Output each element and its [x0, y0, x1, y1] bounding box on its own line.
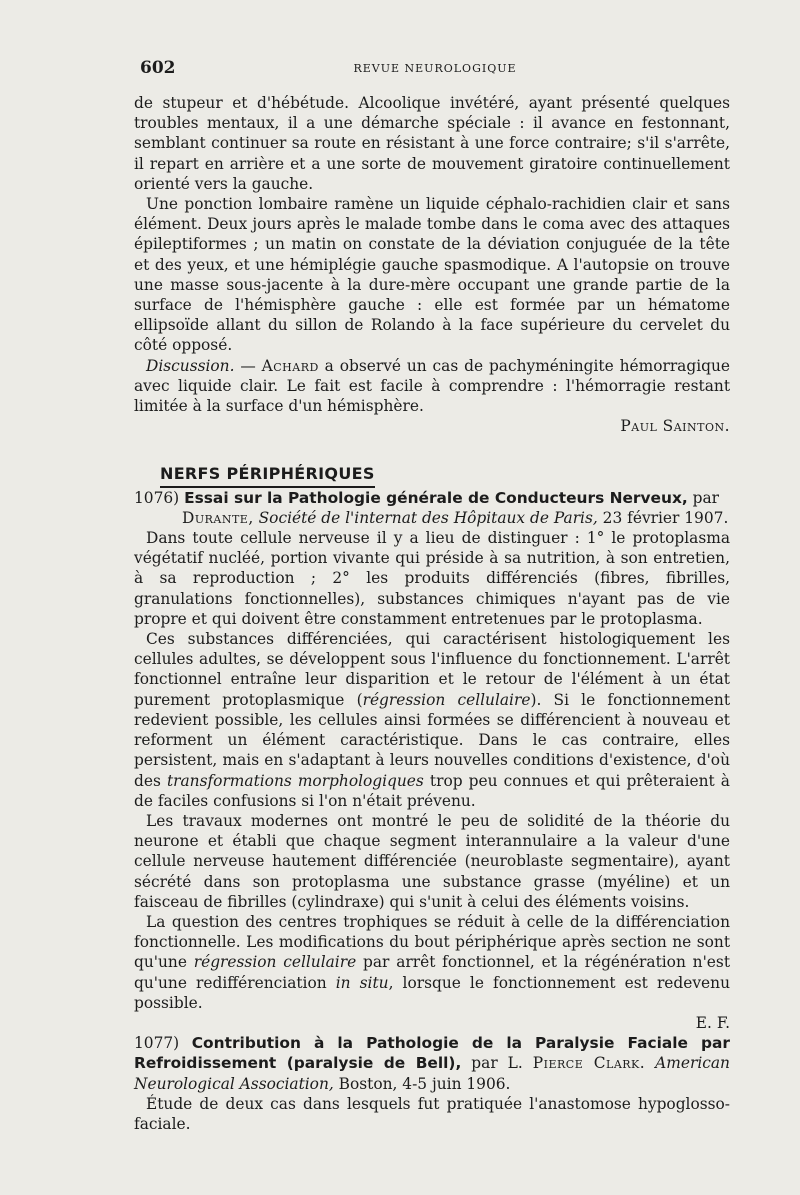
article-paragraph: Étude de deux cas dans lesquels fut pratiquée l'anastomose hypoglosso-faciale.: [134, 1094, 730, 1133]
article-title: Essai sur la Pathologie générale de Conducteurs Nerveux,: [184, 488, 688, 507]
article-heading: [134, 488, 730, 508]
article-date: 23 février 1907.: [597, 508, 729, 527]
article-number: 1076): [134, 488, 180, 507]
article-number: 1077): [134, 1034, 180, 1053]
discussion-paragraph: [134, 356, 730, 417]
article-paragraph: Dans toute cellule nerveuse il y a lieu de distinguer : 1° le protoplasma végétatif nucléé, portion vivante qui préside à sa nutrition, à son entretien, à sa reproduction ; 2° les produits différenciés (fibres, fibrilles, granulations fonctionnelles), substances chimiques n'ayant pas de vie propre et qui doivent être constamment entretenues par le protoplasma.: [134, 529, 730, 628]
discussion-dash: —: [234, 356, 262, 375]
article-paragraph: La question des centres trophiques se réduit à celle de la différenciation fonctionnelle. Les modifications du bout périphérique après section ne sont qu'une régression cellulaire par arrêt fonctionnel, et la régénération n'est qu'une redifférenciation in situ, lorsque le fonctionnement est redevenu possible.: [134, 912, 731, 1012]
article-author: Durante,: [182, 508, 254, 527]
page-number: 602: [140, 58, 176, 78]
discussion-label: Discussion.: [146, 356, 235, 375]
article-place-date: Boston, 4-5 juin 1906.: [333, 1074, 511, 1093]
signature: Paul Sainton.: [620, 417, 730, 436]
article-author: Pierce Clark.: [532, 1054, 646, 1073]
article-heading: [134, 1033, 730, 1094]
signature: E. F.: [695, 1013, 730, 1032]
page-content: [134, 93, 730, 1134]
page-header: [140, 58, 730, 82]
discussion-author: Achard: [261, 356, 319, 375]
case-paragraph: Une ponction lombaire ramène un liquide céphalo-rachidien clair et sans élément. Deux jours après le malade tombe dans le coma avec des attaques épileptiformes ; un matin on constate de la déviation conjuguée de la tête et des yeux, et une hémiplégie gauche spasmodique. A l'autopsie on trouve une masse sous-jacente à la dure-mère occupant une grande partie de la surface de l'hémisphère gauche : elle est formée par un hématome ellipsoïde allant du sillon de Rolando à la face supérieure du cervelet du côté opposé.: [134, 195, 730, 355]
article-title: Contribution à la Pathologie de la Paralysie Faciale par Refroidissement (paralysie de Bell),: [134, 1034, 730, 1073]
article-by: par L.: [461, 1054, 523, 1073]
article-journal: American Neurological Association,: [134, 1054, 730, 1093]
article-paragraph: Les travaux modernes ont montré le peu de solidité de la théorie du neurone et établi que chaque segment interannulaire a la valeur d'une cellule nerveuse hautement différenciée (neuroblaste segmentaire), ayant sécrété dans son protoplasma une substance grasse (myéline) et un faisceau de fibrilles (cylindraxe) qui s'unit à celui des éléments voisins.: [134, 811, 730, 911]
discussion-text: a observé un cas de pachyméningite hémorragique avec liquide clair. Le fait est facile à comprendre : l'hémorragie restant limitée à la surface d'un hémisphère.: [134, 356, 730, 416]
article-paragraph: Ces substances différenciées, qui caractérisent histologiquement les cellules adultes, se développent sous l'influence du fonctionnement. L'arrêt fonctionnel entraîne leur disparition et le retour de l'élément à un état purement protoplasmique (régression cellulaire). Si le fonctionnement redevient possible, les cellules ainsi formées se différencient à nouveau et reforment un élément caractéristique. Dans le cas contraire, elles persistent, mais en s'adaptant à leurs nouvelles conditions d'existence, d'où des transformations morphologiques trop peu connues et qui prêteraient à de faciles confusions si l'on n'était prévenu.: [134, 630, 731, 810]
running-title: REVUE NEUROLOGIQUE: [353, 62, 517, 75]
article-by: par: [687, 488, 719, 507]
section-title: NERFS PÉRIPHÉRIQUES: [160, 464, 375, 487]
case-paragraph: de stupeur et d'hébétude. Alcoolique invétéré, ayant présenté quelques troubles mentaux, il a une démarche spéciale : il avance en festonnant, semblant continuer sa route en résistant à une force contraire; s'il s'arrête, il repart en arrière et a une sorte de mouvement giratoire continuellement orienté vers la gauche.: [134, 94, 730, 193]
article-society: Société de l'internat des Hôpitaux de Paris,: [258, 508, 598, 527]
article-citation: [134, 508, 730, 528]
